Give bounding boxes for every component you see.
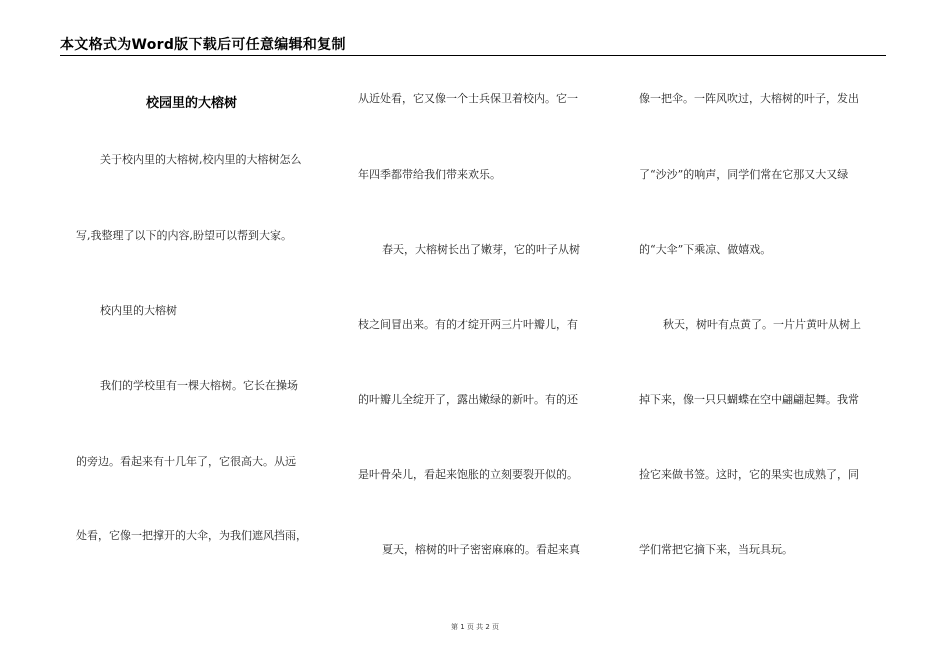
column-2-line: 年四季都带给我们带来欢乐。 <box>358 168 501 181</box>
column-2-line: 春天，大榕树长出了嫩芽，它的叶子从树 <box>382 243 580 256</box>
column-1-line: 处看，它像一把撑开的大伞，为我们遮风挡雨， <box>76 529 307 542</box>
column-2-line: 枝之间冒出来。有的才绽开两三片叶瓣儿，有 <box>358 318 578 331</box>
page-number: 第 1 页 共 2 页 <box>450 623 500 631</box>
column-1-line: 关于校内里的大榕树,校内里的大榕树怎么 <box>100 153 302 166</box>
column-1-line: 的旁边。看起来有十几年了，它很高大。从远 <box>76 455 296 468</box>
column-3-line: 的“大伞”下乘凉、做嬉戏。 <box>639 243 772 256</box>
column-3-line: 捡它来做书签。这时，它的果实也成熟了，同 <box>639 468 859 481</box>
column-3-line: 秋天，树叶有点黄了。一片片黄叶从树上 <box>663 318 861 331</box>
column-3-line: 像一把伞。一阵风吹过，大榕树的叶子，发出 <box>639 92 859 105</box>
document-header: 本文格式为Word版下载后可任意编辑和复制 <box>60 37 346 53</box>
column-3-line: 了“沙沙”的响声，同学们常在它那又大又绿 <box>639 168 849 181</box>
column-1-line: 写,我整理了以下的内容,盼望可以帮到大家。 <box>76 229 292 242</box>
column-3-line: 掉下来，像一只只蝴蝶在空中翩翩起舞。我常 <box>639 393 859 406</box>
column-2-line: 是叶骨朵儿，看起来饱胀的立刻要裂开似的。 <box>358 468 578 481</box>
column-2-line: 从近处看，它又像一个士兵保卫着校内。它一 <box>358 92 578 105</box>
column-2-line: 的叶瓣儿全绽开了，露出嫩绿的新叶。有的还 <box>358 393 578 406</box>
header-divider <box>60 55 886 56</box>
column-1-line: 校内里的大榕树 <box>100 304 177 317</box>
document-title: 校园里的大榕树 <box>146 96 238 111</box>
column-2-line: 夏天，榕树的叶子密密麻麻的。看起来真 <box>382 543 580 556</box>
column-3-line: 学们常把它摘下来，当玩具玩。 <box>639 543 793 556</box>
column-1-line: 我们的学校里有一棵大榕树。它长在操场 <box>100 379 298 392</box>
